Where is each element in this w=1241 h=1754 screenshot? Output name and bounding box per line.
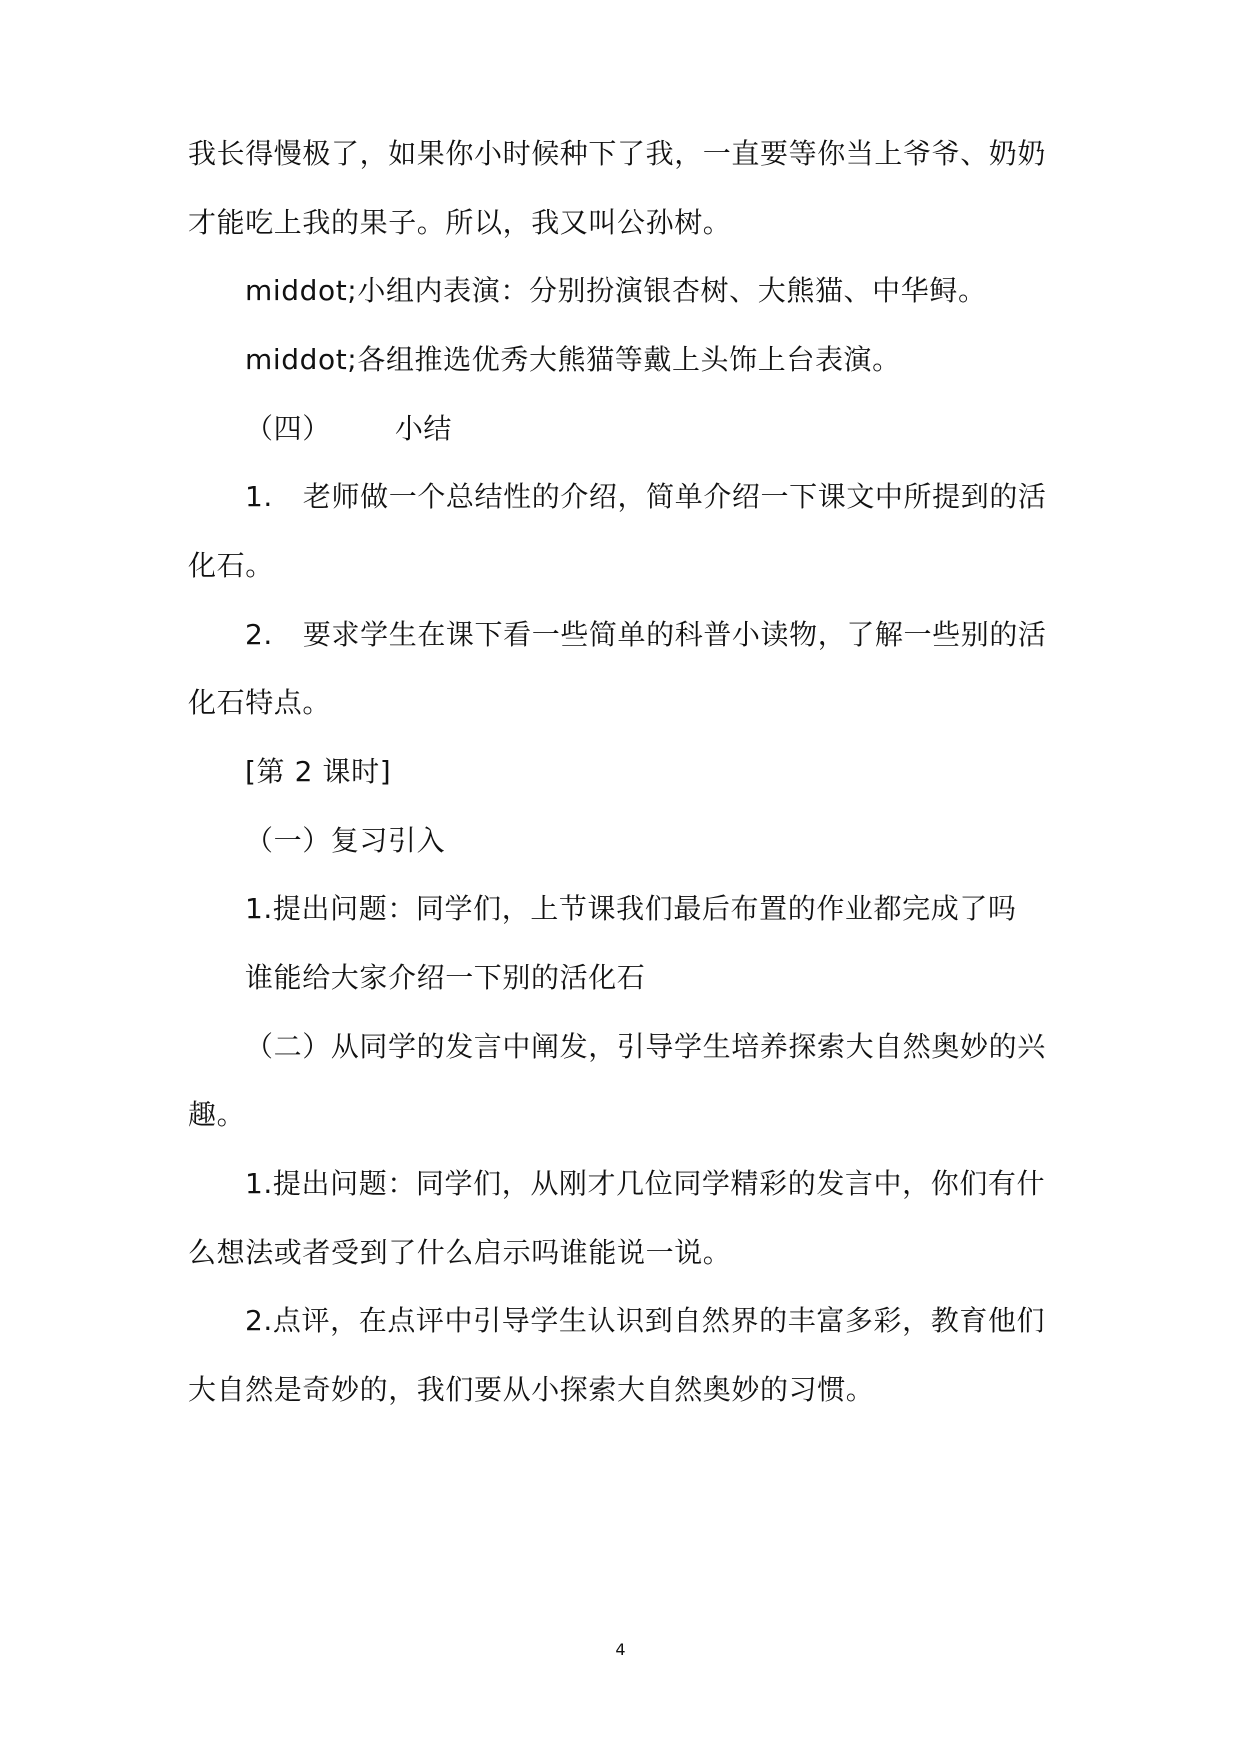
paragraph-line: 才能吃上我的果子。所以，我又叫公孙树。 xyxy=(188,206,732,239)
paragraph-line: 化石特点。 xyxy=(188,686,332,719)
paragraph-line: 大自然是奇妙的，我们要从小探索大自然奥妙的习惯。 xyxy=(188,1373,875,1406)
paragraph-line: 1.提出问题：同学们，从刚才几位同学精彩的发言中，你们有什 xyxy=(245,1167,1046,1200)
paragraph-line: 趣。 xyxy=(188,1098,246,1131)
paragraph-line: 谁能给大家介绍一下别的活化石 xyxy=(245,961,646,994)
paragraph-line: 化石。 xyxy=(188,549,274,582)
paragraph-line: 2.点评，在点评中引导学生认识到自然界的丰富多彩，教育他们 xyxy=(245,1304,1046,1337)
section-number: （四） xyxy=(245,412,331,445)
page-number: 4 xyxy=(615,1640,626,1659)
paragraph-line: middot;各组推选优秀大熊猫等戴上头饰上台表演。 xyxy=(245,343,901,376)
item-number: 1. xyxy=(245,480,273,513)
section-heading: （一）复习引入 xyxy=(245,824,446,857)
paragraph-line: 么想法或者受到了什么启示吗谁能说一说。 xyxy=(188,1236,732,1269)
paragraph-line: 1.提出问题：同学们，上节课我们最后布置的作业都完成了吗 xyxy=(245,892,1017,925)
section-heading: （二）从同学的发言中阐发，引导学生培养探索大自然奥妙的兴 xyxy=(245,1030,1046,1063)
section-heading xyxy=(245,411,452,447)
item-text: 老师做一个总结性的介绍，简单介绍一下课文中所提到的活 xyxy=(302,480,1047,513)
paragraph-line: middot;小组内表演：分别扮演银杏树、大熊猫、中华鲟。 xyxy=(245,274,987,307)
item-number: 2. xyxy=(245,618,273,651)
lesson-heading: [第 2 课时] xyxy=(245,755,392,788)
numbered-item xyxy=(245,479,1047,515)
item-text: 要求学生在课下看一些简单的科普小读物，了解一些别的活 xyxy=(302,618,1047,651)
numbered-item xyxy=(245,617,1047,653)
section-title: 小结 xyxy=(394,412,453,445)
paragraph-line: 我长得慢极了，如果你小时候种下了我，一直要等你当上爷爷、奶奶 xyxy=(188,137,1047,170)
